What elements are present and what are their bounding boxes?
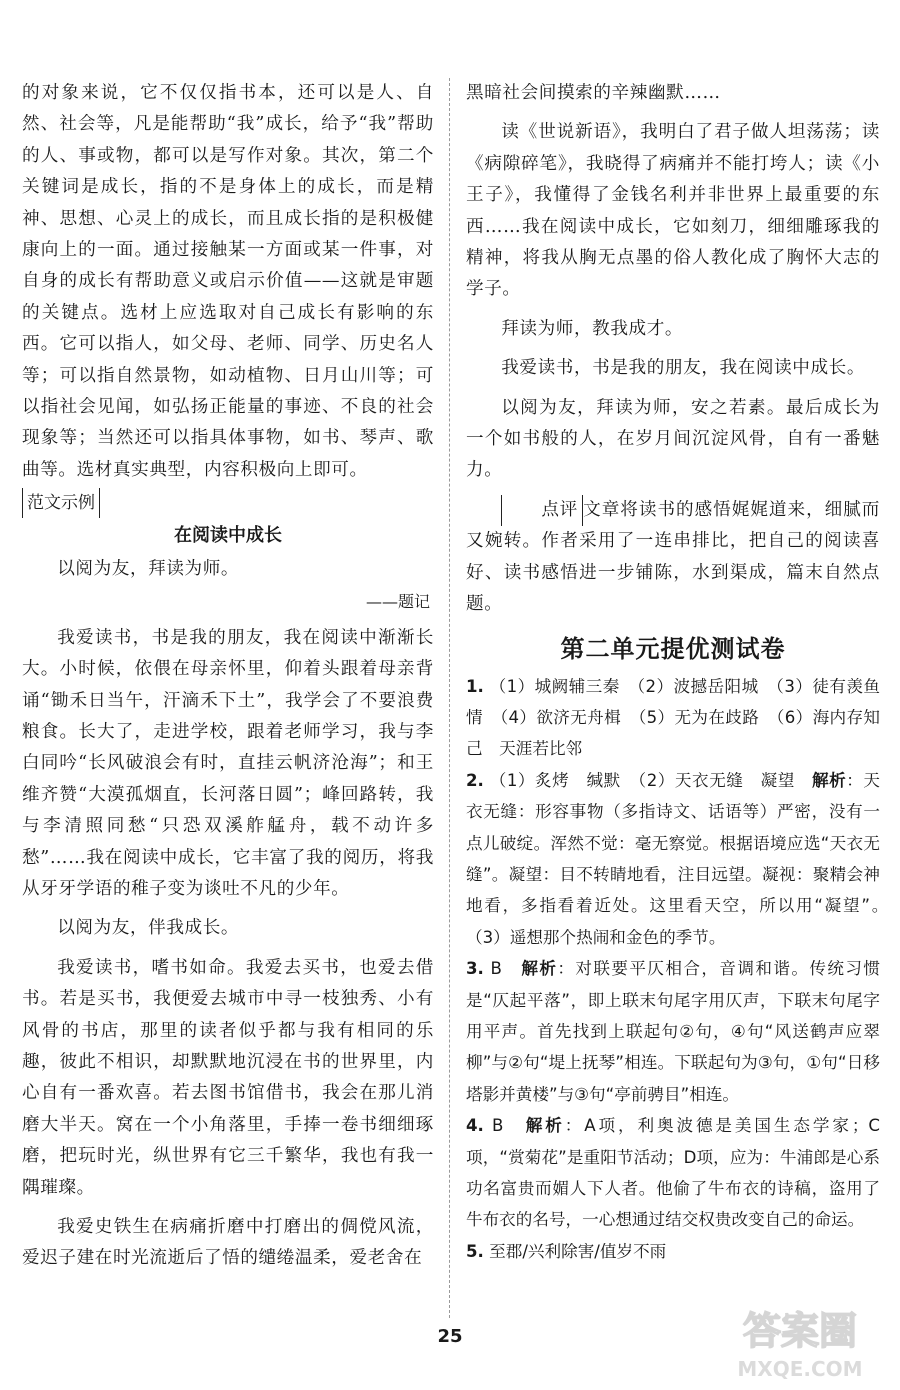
epigraph-attribution: ——题记 (365, 591, 430, 611)
answer-item (466, 671, 880, 765)
intro-paragraph: 的对象来说，它不仅仅指书本，还可以是人、自然、社会等，凡是能帮助“我”成长，给予“我”帮助的人、事或物，都可以是写作对象。其次，第二个关键词是成长，指的不是身体上的成长，而是精神、思想、心灵上的成长，而且成长指的是积极健康向上的一面。通过接触某一方面或某一件事，对自身的成长有帮助意义或启示价值——这就是审题的关键点。选材上应选取对自己成长有影响的东西。它可以指人，如父母、老师、同学、历史名人等；可以指自然景物，如动植物、日月山川等；可以指社会见闻，如弘扬正能量的事迹、不良的社会现象等；当然还可以指具体事物，如书、琴声、歌曲等。选材真实典型，内容积极向上即可。 (22, 83, 434, 480)
essay-paragraph: 我爱读书，书是我的朋友，我在阅读中渐渐长大。小时候，依偎在母亲怀里，仰着头跟着母亲背诵“锄禾日当午，汗滴禾下土”，我学会了不要浪费粮食。长大了，走进学校，跟着老师学习，我与李白同吟“长风破浪会有时，直挂云帆济沧海”；和王维齐赞“大漠孤烟直，长河落日圆”；峰回路转，我与李清照同愁“只恐双溪舴艋舟，载不动许多愁”……我在阅读中成长，它丰富了我的阅历，将我从牙牙学语的稚子变为谈吐不凡的少年。 (22, 627, 434, 899)
answer-text: B (492, 1116, 526, 1136)
left-column (22, 78, 434, 1275)
analysis-label: 解析 (521, 959, 558, 979)
analysis-label: 解析 (525, 1116, 565, 1136)
answer-number: 1. (466, 676, 484, 696)
page-number: 25 (437, 1326, 463, 1347)
answer-list (466, 671, 897, 1268)
section-title: 第二单元提优测试卷 (560, 634, 786, 663)
example-tag-row (22, 488, 434, 518)
answer-number: 4. (466, 1116, 484, 1136)
comment-paragraph (466, 495, 880, 621)
analysis-label: 解析 (812, 770, 847, 790)
essay-paragraph: 以阅为友，伴我成长。 (57, 918, 240, 939)
answer-text: （1）城阙辅三秦 （2）波撼岳阳城 （3）徒有羡鱼情 （4）欲济无舟楫 （5）无为在歧路 （6）海内存知己 天涯若比邻 (466, 676, 881, 759)
watermark-domain: MXQE.COM (737, 1357, 863, 1381)
essay-paragraph: 读《世说新语》，我明白了君子做人坦荡荡；读《病隙碎笔》，我晓得了病痛并不能打垮人；读《小王子》，我懂得了金钱名利并非世界上最重要的东西……我在阅读中成长，它如刻刀，细细雕琢我的精神，将我从胸无点墨的俗人教化成了胸怀大志的学子。 (466, 122, 880, 300)
essay-paragraph: 以阅为友，拜读为师，安之若素。最后成长为一个如书般的人，在岁月间沉淀风骨，自有一番魅力。 (466, 397, 880, 481)
essay-paragraph: 拜读为师，教我成才。 (501, 318, 684, 339)
answer-text: 至郡/兴利除害/值岁不雨 (489, 1241, 667, 1261)
comment-text: 文章将读书的感悟娓娓道来，细腻而又婉转。作者采用了一连串排比，把自己的阅读喜好、读书感悟进一步铺陈，水到渠成，篇末自然点题。 (466, 499, 880, 615)
epigraph: 以阅为友，拜读为师。 (57, 559, 240, 580)
essay-title: 在阅读中成长 (174, 525, 282, 547)
essay-paragraph: 我爱史铁生在病痛折磨中打磨出的倜傥风流，爱迟子建在时光流逝后了悟的缱绻温柔，爱老舍在 (22, 1217, 434, 1269)
answer-number: 3. (466, 959, 484, 979)
answer-item (466, 953, 880, 1110)
watermark-text: 答案圈 (742, 1309, 858, 1353)
column-divider (449, 78, 450, 1318)
continuation-line: 黑暗社会间摸索的辛辣幽默…… (466, 83, 721, 103)
right-column (466, 78, 897, 1267)
analysis-text: ：A项，利奥波德是美国生态学家；C项，“赏菊花”是重阳节活动；D项，应为：牛浦郎是心系功名富贵而媚人下人者。他偷了牛布衣的诗稿，盗用了牛布衣的名号，一心想通过结交权贵改变自己的命运。 (466, 1116, 881, 1230)
answer-item (466, 1110, 880, 1236)
analysis-text: ：对联要平仄相合，音调和谐。传统习惯是“仄起平落”，即上联末句尾字用仄声，下联末句尾字用平声。首先找到上联起句②句，④句“风送鹤声应翠柳”与②句“堤上抚琴”相连。下联起句为③句，①句“日移塔影并黄楼”与③句“亭前骋目”相连。 (466, 959, 881, 1104)
answer-number: 2. (466, 770, 484, 790)
answer-item (466, 1236, 880, 1267)
watermark-logo (708, 1300, 893, 1386)
comment-tag: 点评 (501, 495, 583, 526)
essay-paragraph: 我爱读书，嗜书如命。我爱去买书，也爱去借书。若是买书，我便爱去城市中寻一枝独秀、小有风骨的书店，那里的读者似乎都与我有相同的乐趣，彼此不相识，却默默地沉浸在书的世界里，内心自有一番欢喜。若去图书馆借书，我会在那儿消磨大半天。窝在一个小角落里，手捧一卷书细细琢磨，把玩时光，纵世界有它三千繁华，我也有我一隅璀璨。 (22, 957, 434, 1198)
analysis-text: ：天衣无缝：形容事物（多指诗文、话语等）严密，没有一点儿破绽。浑然不觉：毫无察觉。根据语境应选“天衣无缝”。凝望：目不转睛地看，注目远望。凝视：聚精会神地看，多指看着近处。这里看天空，所以用“凝望”。 （3）遥想那个热闹和金色的季节。 (466, 770, 897, 947)
answer-text: （1）炙烤 缄默 （2）天衣无缝 凝望 (489, 770, 812, 790)
example-tag: 范文示例 (22, 488, 100, 518)
essay-paragraph: 我爱读书，书是我的朋友，我在阅读中成长。 (501, 358, 866, 379)
answer-item (466, 765, 897, 953)
answer-number: 5. (466, 1241, 484, 1261)
answer-text: B (490, 959, 522, 979)
